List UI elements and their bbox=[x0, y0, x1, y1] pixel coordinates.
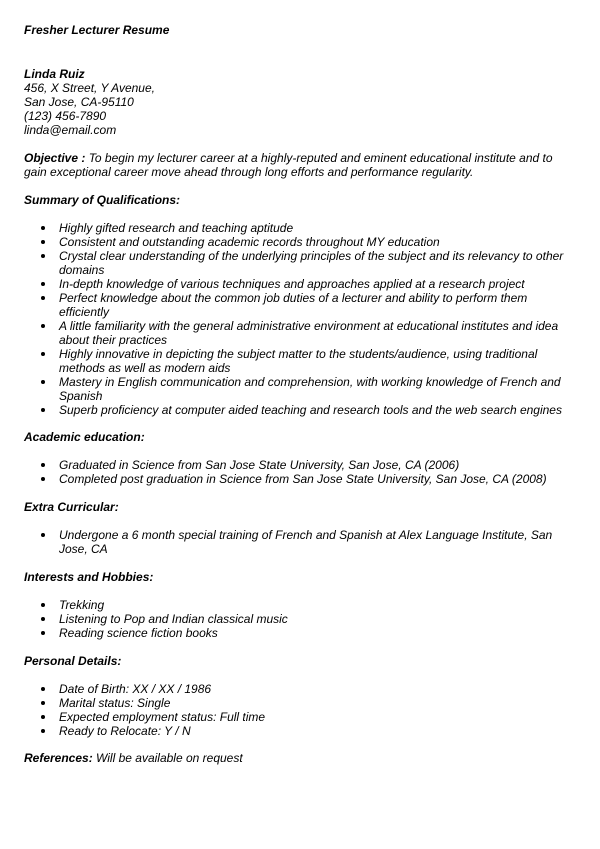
list-item: Mastery in English communication and comprehension, with working knowledge of French and Spanish bbox=[24, 375, 574, 403]
list-item: Highly gifted research and teaching aptitude bbox=[24, 221, 574, 235]
personal-section bbox=[24, 654, 574, 738]
references-line bbox=[24, 751, 243, 765]
list-item: Trekking bbox=[24, 598, 574, 612]
interests-heading: Interests and Hobbies: bbox=[24, 570, 154, 584]
list-item: Graduated in Science from San Jose State University, San Jose, CA (2006) bbox=[24, 458, 574, 472]
phone-number: (123) 456-7890 bbox=[24, 109, 107, 123]
list-item: Ready to Relocate: Y / N bbox=[24, 724, 574, 738]
education-list bbox=[24, 458, 574, 486]
extracurricular-heading: Extra Curricular: bbox=[24, 500, 119, 514]
extracurricular-list bbox=[24, 528, 574, 556]
objective-text: To begin my lecturer career at a highly-reputed and eminent educational institute and to gain exceptional career move ahead through long efforts and performance regularity. bbox=[24, 151, 553, 179]
personal-heading: Personal Details: bbox=[24, 654, 122, 668]
summary-list bbox=[24, 221, 574, 417]
objective-label: Objective : bbox=[24, 151, 86, 165]
list-item: Superb proficiency at computer aided teaching and research tools and the web search engines bbox=[24, 403, 574, 417]
references-text: Will be available on request bbox=[92, 751, 243, 765]
extracurricular-section bbox=[24, 500, 574, 556]
interests-section bbox=[24, 570, 574, 640]
personal-list bbox=[24, 682, 574, 738]
list-item: Consistent and outstanding academic records throughout MY education bbox=[24, 235, 574, 249]
interests-list bbox=[24, 598, 574, 640]
address-line-1: 456, X Street, Y Avenue, bbox=[24, 81, 155, 95]
references-label: References: bbox=[24, 751, 93, 765]
list-item: Undergone a 6 month special training of French and Spanish at Alex Language Institute, San Jose, CA bbox=[24, 528, 574, 556]
summary-heading: Summary of Qualifications: bbox=[24, 193, 181, 207]
list-item: Reading science fiction books bbox=[24, 626, 574, 640]
list-item: A little familiarity with the general administrative environment at educational institutes and idea about their practices bbox=[24, 319, 574, 347]
document-title: Fresher Lecturer Resume bbox=[24, 23, 170, 37]
objective-paragraph bbox=[24, 151, 569, 179]
list-item: Crystal clear understanding of the underlying principles of the subject and its relevancy to other domains bbox=[24, 249, 574, 277]
list-item: Expected employment status: Full time bbox=[24, 710, 574, 724]
education-section bbox=[24, 430, 574, 486]
summary-section bbox=[24, 193, 574, 417]
education-heading: Academic education: bbox=[24, 430, 145, 444]
candidate-name: Linda Ruiz bbox=[24, 67, 85, 81]
list-item: Listening to Pop and Indian classical music bbox=[24, 612, 574, 626]
list-item: Marital status: Single bbox=[24, 696, 574, 710]
list-item: Completed post graduation in Science from San Jose State University, San Jose, CA (2008) bbox=[24, 472, 574, 486]
list-item: Date of Birth: XX / XX / 1986 bbox=[24, 682, 574, 696]
contact-block bbox=[24, 67, 155, 137]
list-item: In-depth knowledge of various techniques and approaches applied at a research project bbox=[24, 277, 574, 291]
email-address: linda@email.com bbox=[24, 123, 117, 137]
list-item: Perfect knowledge about the common job duties of a lecturer and ability to perform them efficiently bbox=[24, 291, 574, 319]
address-line-2: San Jose, CA-95110 bbox=[24, 95, 134, 109]
list-item: Highly innovative in depicting the subject matter to the students/audience, using traditional methods as well as modern aids bbox=[24, 347, 574, 375]
